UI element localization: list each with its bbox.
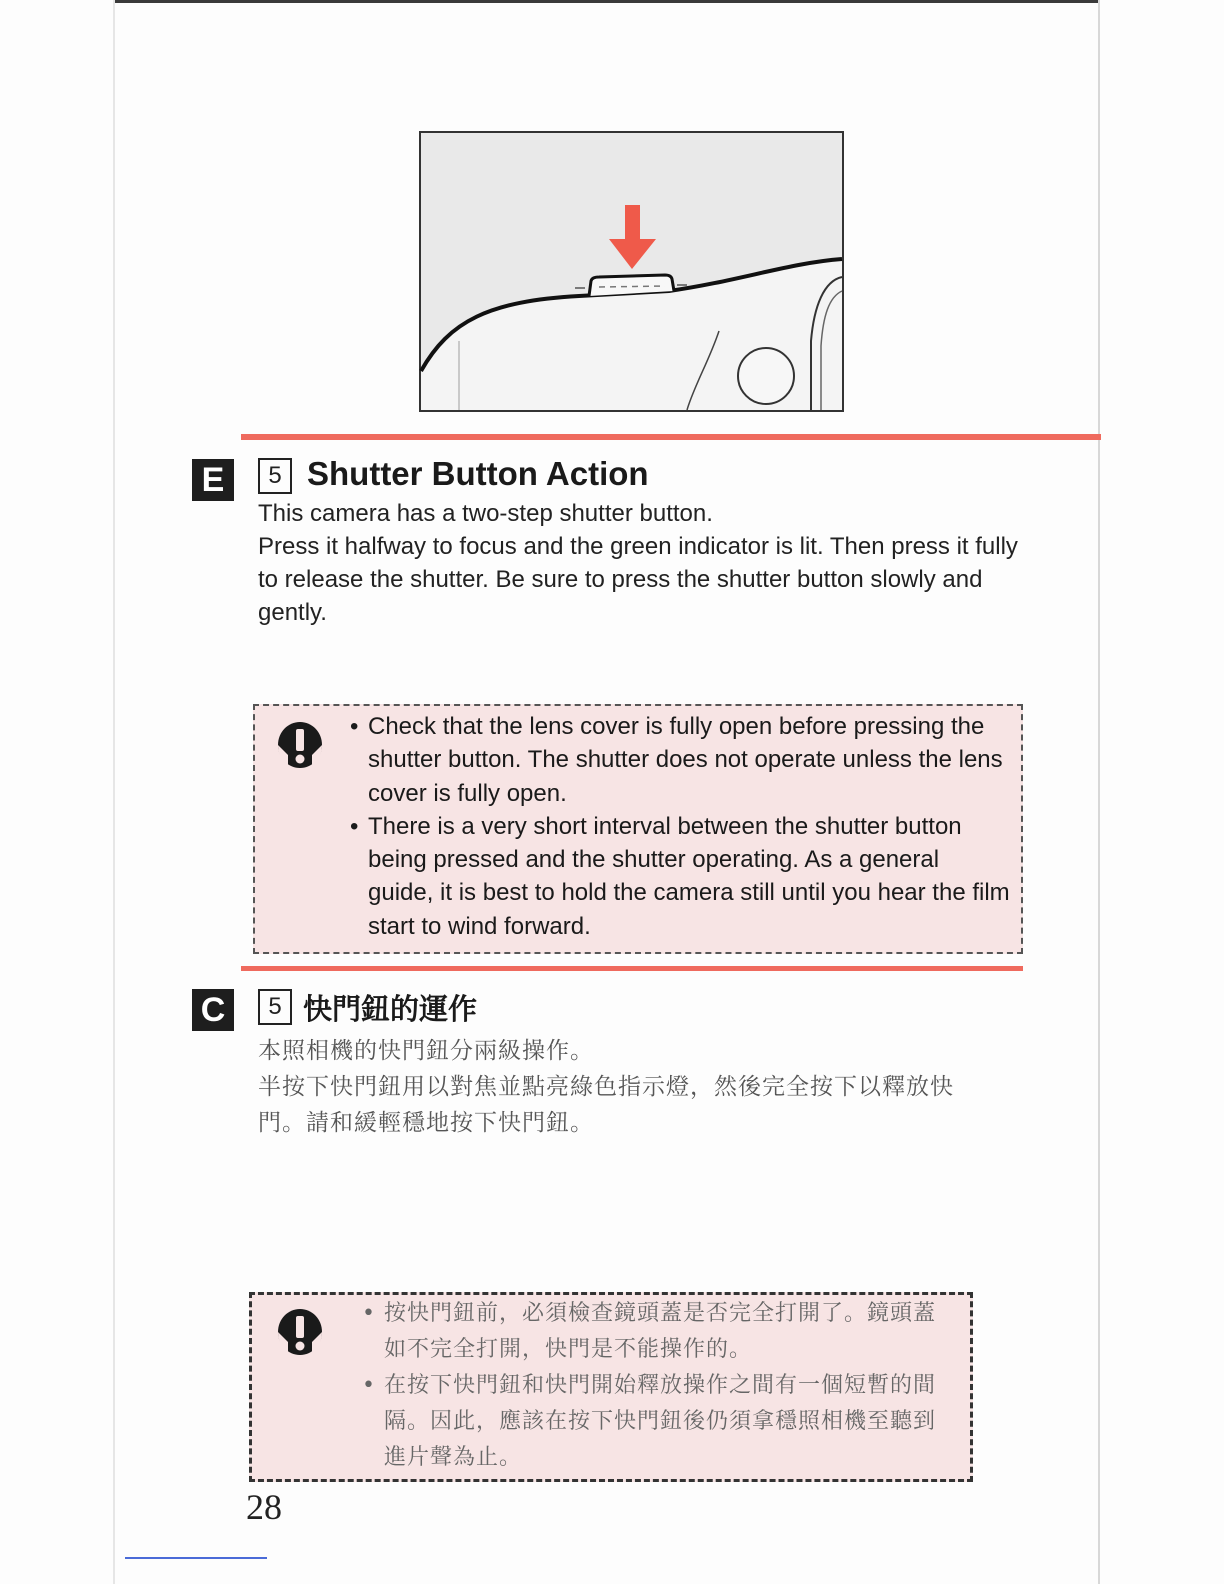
page-left-edge xyxy=(113,0,115,1584)
page-top-edge xyxy=(115,0,1100,3)
caution-exclamation-icon xyxy=(274,719,326,771)
body-text-english xyxy=(258,497,1018,629)
footer-line xyxy=(125,1557,267,1559)
section-divider-middle xyxy=(241,966,1023,971)
body-paragraph: 本照相機的快門鈕分兩級操作。 xyxy=(258,1038,594,1064)
caution-exclamation-icon xyxy=(274,1306,326,1358)
body-paragraph: 半按下快門鈕用以對焦並點亮綠色指示燈，然後完全按下以釋放快門。請和緩輕穩地按下快門鈕。 xyxy=(258,1074,954,1136)
section-title-chinese: 快門鈕的運作 xyxy=(303,992,478,1026)
caution-item: • 在按下快門鈕和快門開始釋放操作之間有一個短暫的間隔。因此，應該在按下快門鈕後仍須拿穩照相機至聽到進片聲為止。 xyxy=(362,1368,958,1476)
page-right-edge xyxy=(1098,0,1100,1584)
shutter-button-illustration xyxy=(419,131,844,412)
section-divider-top xyxy=(241,434,1101,440)
caution-item: • Check that the lens cover is fully open before pressing the shutter button. The shutter does not operate unless the lens cover is fully open. xyxy=(350,710,1010,810)
caution-list-chinese xyxy=(362,1296,958,1476)
caution-item: • There is a very short interval between the shutter button being pressed and the shutter operating. As a general guide, it is best to hold the camera still until you hear the film start to wind forward. xyxy=(350,810,1010,943)
body-text-chinese xyxy=(258,1033,978,1141)
caution-item: • 按快門鈕前，必須檢查鏡頭蓋是否完全打開了。鏡頭蓋如不完全打開，快門是不能操作的。 xyxy=(362,1296,958,1368)
caution-list-english xyxy=(350,710,1010,943)
section-title-english: Shutter Button Action xyxy=(307,455,649,492)
page-number: 28 xyxy=(246,1487,282,1527)
body-paragraph: This camera has a two-step shutter button. xyxy=(258,500,713,527)
section-number: 5 xyxy=(258,458,292,494)
section-number: 5 xyxy=(258,989,292,1025)
language-badge-english: E xyxy=(192,459,234,501)
language-badge-chinese: C xyxy=(192,989,234,1031)
body-paragraph: Press it halfway to focus and the green indicator is lit. Then press it fully to release the shutter. Be sure to press the shutter button slowly and gently. xyxy=(258,533,1018,626)
